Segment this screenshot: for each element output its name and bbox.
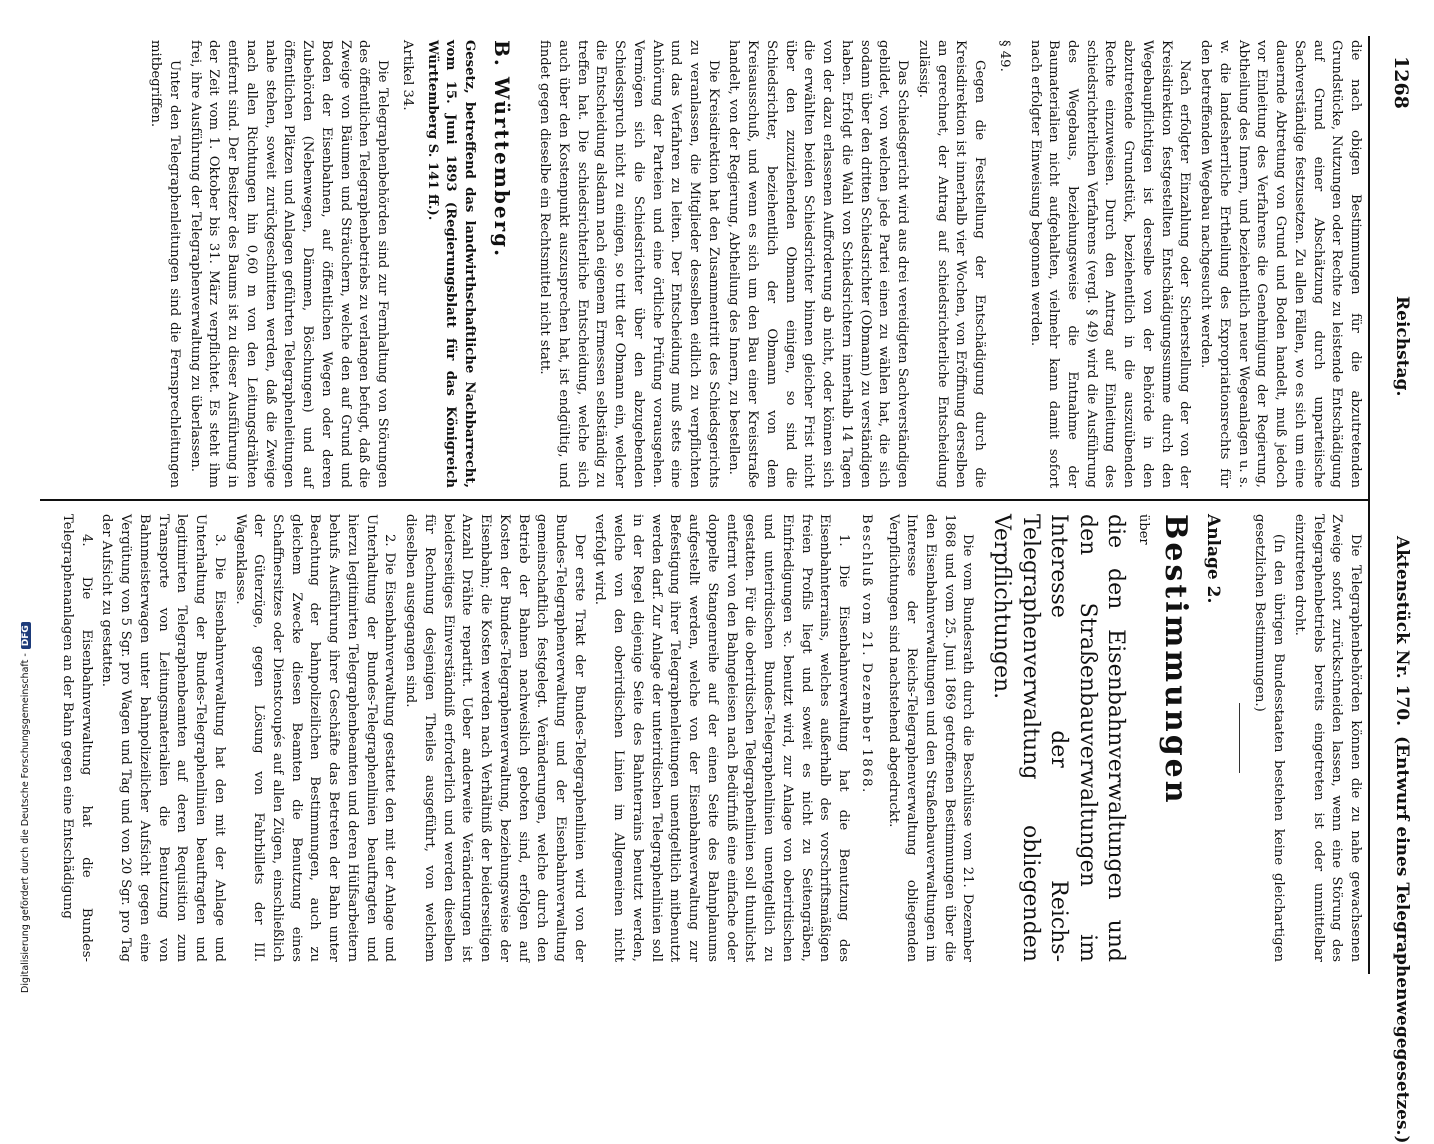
footer-credit [20, 13, 31, 993]
page-number: 1268 [1390, 56, 1412, 109]
annex-title: Bestimmungen [1158, 514, 1194, 806]
document-sheet [38, 36, 1414, 1144]
resolution-date: Beschluß vom 21. Dezember 1868. [858, 514, 874, 794]
paragraph: 1. Die Eisenbahnverwaltung hat die Benutzung des Eisenbahnterrains, welches außerhalb des vorschriftsmäßigen freien Profils liegt und soweit es nicht zu Seitengräben, Einfriedigungen ꝛc. benutzt wird, zur Anlage von oberirdischen und unterirdischen Bundes-Telegraphenlinien unentgeltlich zu gestatten. Für die oberirdischen Telegraphenlinien soll thunlichst entfernt von den Bahngeleisen nach Bedürfniß eine einfache oder doppelte Stangenreihe auf der einen Seite des Bahnplanums aufgestellt werden, welche von der Eisenbahnverwaltung zur Befestigung ihrer Telegraphenleitungen unentgeltlich mitbenutzt werden darf. Zur Anlage der unterirdischen Telegraphenlinien soll in der Regel diejenige Seite des Bahnterrains benutzt werden, welche von den oberirdischen Linien im Allgemeinen nicht verfolgt wird. [592, 514, 852, 962]
paragraph: Die Kreisdirektion hat den Zusammentritt des Schiedsgerichts zu veranlassen, die Mitglieder desselben eidlich zu verpflichten und das Verfahren zu leiten. Der Entscheidung muß stets eine Anhörung der Parteien und eine örtliche Prüfung vorausgehen. Vermögen sich die Schiedsrichter über den abzugebenden Schiedsspruch nicht zu einigen, so tritt der Obmann ein, welcher die Entscheidung alsdann nach eigenem Ermessen selbständig zu treffen hat. Die schiedsrichterliche Entscheidung, welche sich auch über den Kostenpunkt auszusprechen hat, ist endgültig, und findet gegen dieselbe ein Rechtsmittel nicht statt. [537, 40, 721, 488]
digitization-footer [0, 0, 31, 1000]
section-heading: § 49. [996, 40, 1012, 72]
paragraph: 4. Die Eisenbahnverwaltung hat die Bundes-Telegraphenanlagen an der Bahn gegen eine Entschädigung [59, 514, 94, 962]
annex-subtitle: die den Eisenbahnverwaltungen und den Straßenbauverwaltungen im Interesse der Reichs-Telegraphenverwaltung obliegenden Verpflichtungen. [989, 514, 1129, 962]
right-column [55, 514, 1364, 962]
state-heading: B. Württemberg. [490, 40, 515, 259]
column-divider [40, 499, 1370, 501]
running-head [1388, 36, 1414, 1144]
paragraph: (In den übrigen Bundesstaaten bestehen keine gleichartigen gesetzlichen Bestimmungen.) [1252, 514, 1287, 962]
header-rule [1368, 36, 1370, 974]
paragraph: 3. Die Eisenbahnverwaltung hat den mit der Anlage und Unterhaltung der Bundes-Telegraphenlinien beauftragten und legitimirten Telegraphenbeamten auf deren Requisition zum Transporte von Leitungsmaterialien die Benutzung von Bahnmeisterwagen unter bahnpolizeilicher Aufsicht gegen eine Vergütung von 5 Sgr. pro Wagen und Tag und von 20 Sgr. pro Tag der Aufsicht zu gestatten. [99, 514, 227, 962]
separator-rule [1239, 703, 1240, 773]
article-heading: Artikel 34. [399, 40, 415, 111]
running-title: (Entwurf eines Telegraphenwegegesetzes.) [1392, 736, 1412, 1144]
rotated-page [38, 36, 1414, 1144]
paragraph: Nach erfolgter Einzahlung oder Sicherstellung der von der Kreisdirektion festgestellten Entschädigungssumme durch den Wegebaupflichtigen ist derselbe von der Behörde in den abzutretende Grundstück, beziehentlich in die auszuübenden Rechte einzuweisen. Durch den Antrag auf Einleitung des schiedsrichterlichen Verfahrens (vergl. § 49) wird die Ausführung des Wegebaus, beziehungsweise die Entnahme der Baumaterialien nicht aufgehalten, vielmehr kann damit sofort nach erfolgter Einweisung begonnen werden. [1027, 40, 1193, 488]
annex-title-connector: über [1135, 514, 1151, 545]
paragraph: Unter den Telegraphenleitungen sind die Fernsprechleitungen mitbegriffen. [148, 40, 183, 488]
paragraph: Gegen die Feststellung der Entschädigung durch die Kreisdirektion ist innerhalb vier Wochen, von Eröffnung derselben an gerechnet, der Antrag auf schiedsrichterliche Entscheidung zulässig. [915, 40, 988, 488]
publication-name: Reichstag. [1392, 296, 1412, 397]
paragraph: Der erste Trakt der Bundes-Telegraphenlinien wird von der Bundes-Telegraphenverwaltung und der Eisenbahnverwaltung gemeinschaftlich festgelegt. Veränderungen, welche durch den Betrieb der Bahnen nachweislich geboten sind, erfolgen auf Kosten der Bundes-Telegraphenverwaltung, beziehungsweise der Eisenbahn; die Kosten werden nach Verhältniß der beiderseitigen Anzahl Drähte repartirt. Ueber anderweite Veränderungen ist beiderseitiges Einverständniß erforderlich und werden dieselben für Rechnung desjenigen Theiles ausgeführt, von welchem dieselben ausgegangen sind. [403, 514, 587, 962]
document-number: Aktenstück Nr. 170. [1392, 536, 1412, 727]
left-column [144, 40, 1364, 488]
dfg-logo: DFG [21, 622, 31, 649]
paragraph: die nach obigen Bestimmungen für die abzutretenden Grundstücke, Nutzungen oder Rechte zu leistende Entschädigung auf Grund einer Abschätzung durch unparteiische Sachverständige festzusetzen. Zu allen Fällen, wo es sich um eine dauernde Abtretung von Grund und Boden handelt, muß jedoch vor Einleitung des Verfahrens die Genehmigung der Regierung, Abtheilung des Innern, und beziehentlich neuer Wegeanlagen u. s. w. die landesherrliche Ertheilung des Expropriationsrechts für den betreffenden Wegebau nachgesucht werden. [1198, 40, 1363, 488]
law-title: Gesetz, betreffend das landwirthschaftliche Nachbarrecht, vom 15. Juni 1893 (Regierungsblatt für das Königreich Württemberg S. 141 ff.). [424, 40, 478, 488]
paragraph: 2. Die Eisenbahnverwaltung gestattet den mit der Anlage und Unterhaltung der Bundes-Telegraphenlinien beauftragten und hierzu legitimirten Telegraphenbeamten und deren Hülfsarbeitern behufs Ausführung ihrer Geschäfte das Betreten der Bahn unter Beachtung der bahnpolizeilichen Bestimmungen, auch zu gleichem Zwecke diesen Beamten die Benutzung eines Schaffnersitzes oder Dienstcoupés auf allen Zügen, einschließlich der Güterzüge, gegen Lösung von Fahrbillets der III. Wagenklasse. [232, 514, 398, 962]
footer-text: Digitalisierung gefördert durch die Deutsche Forschungsgemeinschaft - [20, 653, 31, 993]
paragraph: Die Telegraphenbehörden können die zu nahe gewachsenen Zweige sofort zurückschneiden lassen, wenn eine Störung des Telegraphenbetriebs bereits eingetreten ist oder unmittelbar einzutreten droht. [1291, 514, 1363, 962]
paragraph: Das Schiedsgericht wird aus drei vereidigten Sachverständigen gebildet, von welchen jede Partei einen zu wählen hat, die sich sodann über den dritten Schiedsrichter (Obmann) zu verständigen haben. Erfolgt die Wahl von Schiedsrichtern innerhalb 14 Tagen von der dazu erlassenen Aufforderung ab nicht, oder können sich die erwählten beiden Schiedsrichter binnen gleicher Frist nicht über den zuzuziehenden Obmann einigen, so sind die Schiedsrichter, beziehentlich der Obmann von dem Kreisausschuß, und wenn es sich um den Bau einer Kreisstraße handelt, von der Regierung, Abtheilung des Innern, zu bestellen. [726, 40, 911, 488]
annex-label: Anlage 2. [1202, 514, 1223, 604]
paragraph: Die vom Bundesrath durch die Beschlüsse vom 21. Dezember 1868 und vom 25. Juni 1869 getroffenen Bestimmungen über die den Eisenbahnverwaltungen und den Straßenbauverwaltungen im Interesse der Reichs-Telegraphenverwaltung obliegenden Verpflichtungen sind nachstehend abgedruckt. [885, 514, 976, 962]
paragraph: Die Telegraphenbehörden sind zur Fernhaltung von Störungen des öffentlichen Telegraphenbetriebs zu verlangen befugt, daß die Zweige von Bäumen und Sträuchern, welche den auf Grund und Boden der Eisenbahnen, auf öffentlichen Wegen oder deren Zubehörden (Nebenwegen, Dämmen, Böschungen) und auf öffentlichen Plätzen und Anlagen geführten Telegraphenleitungen nahe stehen, soweit zurückgeschnitten werden, daß die Zweige nach allen Richtungen hin 0,60 m von den Leitungsdrähten entfernt sind. Der Besitzer des Baums ist zu dieser Ausführung in der Zeit vom 1. Oktober bis 31. März verpflichtet. Es steht ihm frei, ihre Ausführung der Telegraphenverwaltung zu überlassen. [187, 40, 391, 488]
